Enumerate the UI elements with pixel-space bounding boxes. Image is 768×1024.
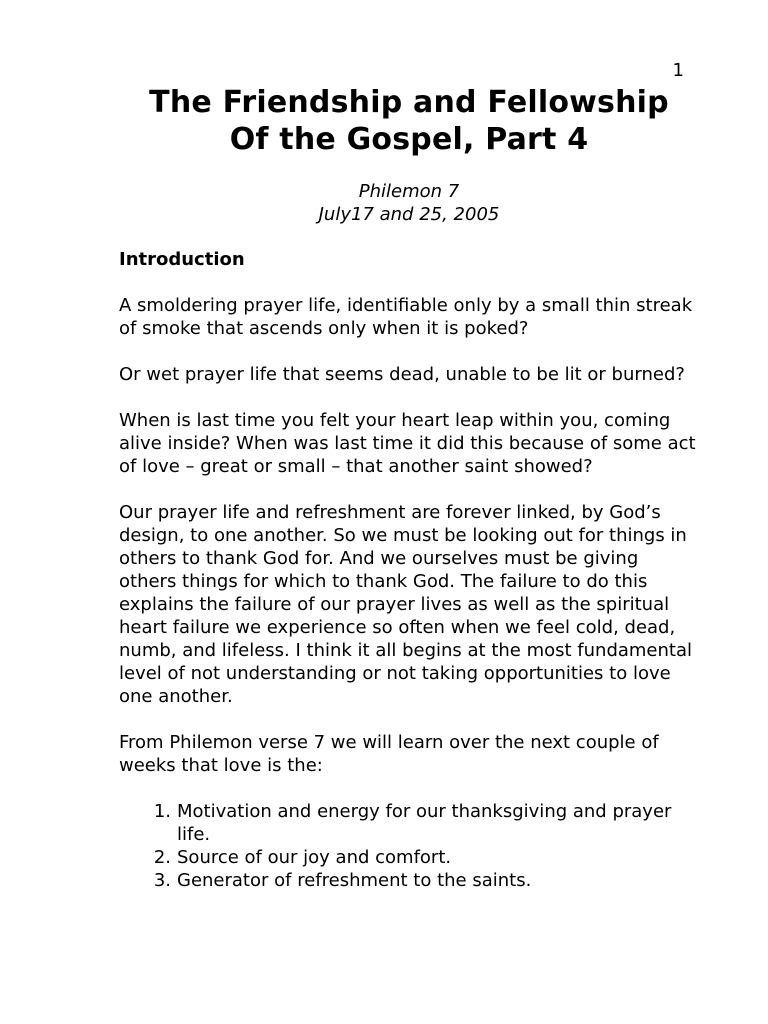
list-item [119,800,699,846]
list-item-number: 3. [153,870,171,891]
title-line-1: The Friendship and Fellowship [149,85,669,120]
list-item [119,846,699,869]
list-item-number: 2. [153,847,171,868]
paragraph-1: A smoldering prayer life, identifiable only by a small thin streak of smoke that ascends only when it is poked? [119,295,693,339]
paragraph-2: Or wet prayer life that seems dead, unable to be lit or burned? [119,364,685,385]
document-title [119,84,699,158]
list-item-text: Generator of refreshment to the saints. [177,870,532,891]
scripture-reference: Philemon 7 [358,181,460,202]
list-item-number: 1. [153,801,171,822]
document-subtitle [119,180,699,226]
page-number: 1 [672,60,684,81]
sermon-dates: July17 and 25, 2005 [318,204,500,225]
paragraph-5: From Philemon verse 7 we will learn over the next couple of weeks that love is the: [119,732,659,776]
list-item-text: Motivation and energy for our thanksgiving and prayer life. [177,801,672,845]
list-item-text: Source of our joy and comfort. [177,847,452,868]
section-heading: Introduction [119,249,245,270]
title-line-2: Of the Gospel, Part 4 [229,122,589,157]
paragraph-3: When is last time you felt your heart leap within you, coming alive inside? When was last time it did this because of some act of love – great or small – that another saint showed? [119,410,696,477]
numbered-list [119,800,699,892]
list-item [119,869,699,892]
document-body [119,84,699,892]
paragraph-4: Our prayer life and refreshment are forever linked, by God’s design, to one another. So we must be looking out for things in others to thank God for. And we ourselves must be giving others things for which to thank God. The failure to do this explains the failure of our prayer lives as well as the spiritual heart failure we experience so often when we feel cold, dead, numb, and lifeless. I think it all begins at the most fundamental level of not understanding or not taking opportunities to love one another. [119,502,693,707]
